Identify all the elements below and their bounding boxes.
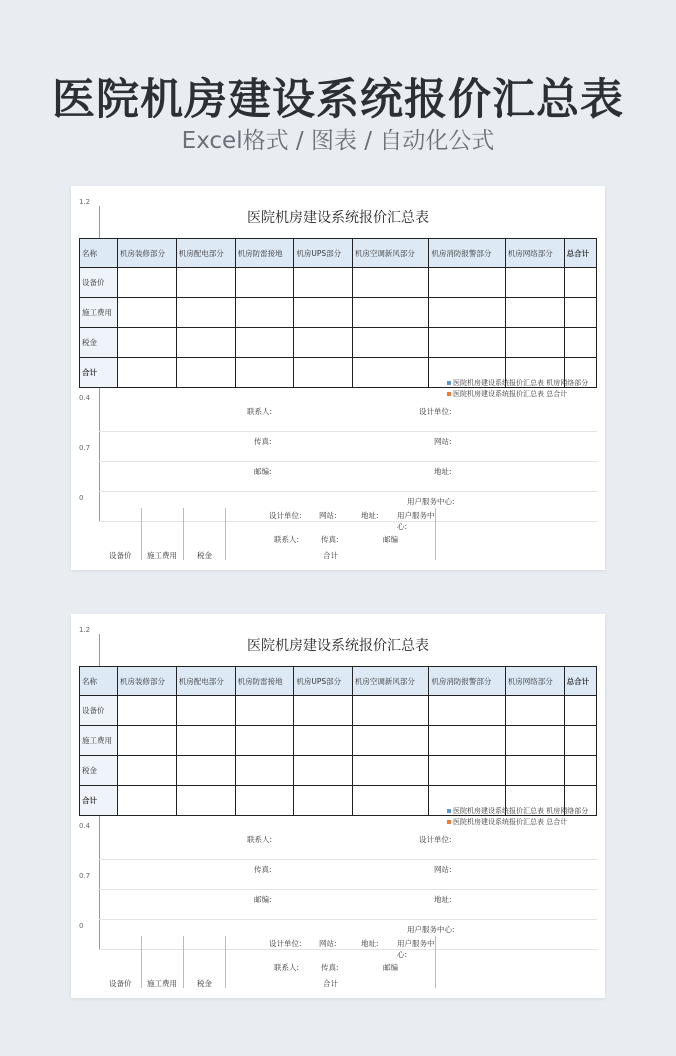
row-label[interactable]: 施工费用: [80, 726, 118, 756]
legend-item: 医院机房建设系统报价汇总表 机房网络部分: [447, 378, 588, 389]
table-cell[interactable]: [352, 696, 428, 726]
table-cell[interactable]: [294, 786, 353, 816]
table-cell[interactable]: [294, 358, 353, 388]
table-cell[interactable]: [352, 358, 428, 388]
category-label: 合计: [323, 551, 338, 560]
service-center-label: 用户服务中心:: [407, 925, 455, 934]
header-cell[interactable]: 机房配电部分: [176, 667, 235, 696]
header-cell[interactable]: 机房装修部分: [118, 239, 177, 268]
table-cell[interactable]: [294, 726, 353, 756]
table-cell[interactable]: [429, 756, 505, 786]
bottom-design-unit: 设计单位:: [269, 939, 302, 948]
table-cell[interactable]: [505, 696, 564, 726]
table-cell[interactable]: [235, 268, 294, 298]
table-row: [80, 756, 597, 786]
bottom-email: 邮编: [383, 963, 398, 972]
table-cell[interactable]: [176, 696, 235, 726]
contact-section: [99, 402, 597, 522]
fax-label: 传真:: [254, 437, 272, 446]
header-cell[interactable]: 机房空调新风部分: [352, 239, 428, 268]
table-cell[interactable]: [352, 786, 428, 816]
website-label: 网站:: [434, 437, 452, 446]
table-cell[interactable]: [235, 358, 294, 388]
contact-row: [99, 432, 597, 462]
y-tick: 0: [79, 922, 84, 930]
bottom-service-center: 用户服务中心:: [397, 939, 435, 959]
table-cell[interactable]: [564, 328, 596, 358]
email-label: 邮编:: [254, 467, 272, 476]
row-label[interactable]: 合计: [80, 358, 118, 388]
bottom-address: 地址:: [361, 939, 379, 948]
table-cell[interactable]: [176, 756, 235, 786]
table-cell[interactable]: [505, 298, 564, 328]
service-center-label: 用户服务中心:: [407, 497, 455, 506]
price-table: [79, 238, 597, 388]
row-label[interactable]: 设备价: [80, 696, 118, 726]
category-label: 设备价: [109, 551, 132, 560]
header-cell[interactable]: 机房空调新风部分: [352, 667, 428, 696]
header-cell[interactable]: 机房防雷接地: [235, 667, 294, 696]
table-cell[interactable]: [294, 756, 353, 786]
table-cell[interactable]: [118, 696, 177, 726]
design-unit-label: 设计单位:: [419, 835, 452, 844]
contact-person-label: 联系人:: [247, 407, 273, 416]
contact-row: [99, 890, 597, 920]
table-row: [80, 268, 597, 298]
row-label[interactable]: 税金: [80, 756, 118, 786]
category-label: 税金: [197, 551, 212, 560]
hero-title: 医院机房建设系统报价汇总表: [52, 75, 624, 125]
bottom-fax: 传真:: [321, 535, 339, 544]
table-header-row: [80, 667, 597, 696]
table-cell[interactable]: [505, 726, 564, 756]
table-cell[interactable]: [176, 328, 235, 358]
table-cell[interactable]: [176, 298, 235, 328]
table-cell[interactable]: [352, 756, 428, 786]
category-label: 合计: [323, 979, 338, 988]
chart-legend: [447, 378, 588, 400]
table-cell[interactable]: [564, 268, 596, 298]
row-label[interactable]: 设备价: [80, 268, 118, 298]
address-label: 地址:: [434, 895, 452, 904]
table-cell[interactable]: [118, 268, 177, 298]
address-label: 地址:: [434, 467, 452, 476]
sheet-preview-2: [71, 614, 605, 998]
spreadsheet: [79, 626, 597, 988]
table-cell[interactable]: [564, 756, 596, 786]
email-label: 邮编:: [254, 895, 272, 904]
bottom-website: 网站:: [319, 939, 337, 948]
table-cell[interactable]: [118, 358, 177, 388]
bottom-fax: 传真:: [321, 963, 339, 972]
contact-person-label: 联系人:: [247, 835, 273, 844]
table-cell[interactable]: [505, 756, 564, 786]
bottom-service-center: 用户服务中心:: [397, 511, 435, 531]
chart-bottom-area: [99, 936, 597, 988]
header-cell[interactable]: 机房消防报警部分: [429, 239, 505, 268]
category-label: 施工费用: [147, 551, 177, 560]
contact-row: [99, 860, 597, 890]
legend-item: 医院机房建设系统报价汇总表 总合计: [447, 817, 588, 828]
y-tick: 1.2: [79, 626, 91, 634]
header-cell[interactable]: 总合计: [564, 667, 596, 696]
bottom-website: 网站:: [319, 511, 337, 520]
y-tick: 0.4: [79, 394, 91, 402]
category-label: 设备价: [109, 979, 132, 988]
table-row: [80, 696, 597, 726]
table-cell[interactable]: [118, 298, 177, 328]
table-cell[interactable]: [564, 298, 596, 328]
header-cell[interactable]: 机房网络部分: [505, 667, 564, 696]
header-cell[interactable]: 机房消防报警部分: [429, 667, 505, 696]
table-cell[interactable]: [235, 696, 294, 726]
row-label[interactable]: 税金: [80, 328, 118, 358]
table-cell[interactable]: [294, 268, 353, 298]
bottom-contact-person: 联系人:: [274, 963, 300, 972]
y-tick: 0.7: [79, 444, 91, 452]
spreadsheet: [79, 198, 597, 560]
contact-row: [99, 462, 597, 492]
table-cell[interactable]: [429, 696, 505, 726]
table-row: [80, 328, 597, 358]
header-cell[interactable]: 机房防雷接地: [235, 239, 294, 268]
hero-subtitle: Excel格式 / 图表 / 自动化公式: [181, 128, 495, 154]
fax-label: 传真:: [254, 865, 272, 874]
table-cell[interactable]: [235, 726, 294, 756]
sheet-title: 医院机房建设系统报价汇总表: [247, 638, 429, 654]
table-cell[interactable]: [352, 328, 428, 358]
header-cell[interactable]: 机房网络部分: [505, 239, 564, 268]
price-table: [79, 666, 597, 816]
sheet-title: 医院机房建设系统报价汇总表: [247, 210, 429, 226]
chart-legend: [447, 806, 588, 828]
table-cell[interactable]: [429, 726, 505, 756]
y-tick: 0: [79, 494, 84, 502]
bottom-design-unit: 设计单位:: [269, 511, 302, 520]
table-cell[interactable]: [176, 726, 235, 756]
table-cell[interactable]: [564, 696, 596, 726]
table-cell[interactable]: [294, 328, 353, 358]
table-cell[interactable]: [176, 268, 235, 298]
header-cell[interactable]: 名称: [80, 667, 118, 696]
header-cell[interactable]: 机房UPS部分: [294, 239, 353, 268]
bottom-email: 邮编: [383, 535, 398, 544]
header-cell[interactable]: 机房装修部分: [118, 667, 177, 696]
legend-item: 医院机房建设系统报价汇总表 总合计: [447, 389, 588, 400]
category-label: 施工费用: [147, 979, 177, 988]
table-header-row: [80, 239, 597, 268]
chart-bottom-area: [99, 508, 597, 560]
contact-section: [99, 830, 597, 950]
design-unit-label: 设计单位:: [419, 407, 452, 416]
website-label: 网站:: [434, 865, 452, 874]
contact-row: [99, 402, 597, 432]
header-cell[interactable]: 机房UPS部分: [294, 667, 353, 696]
table-cell[interactable]: [352, 268, 428, 298]
table-cell[interactable]: [235, 756, 294, 786]
header-cell[interactable]: 总合计: [564, 239, 596, 268]
y-tick: 0.4: [79, 822, 91, 830]
table-cell[interactable]: [429, 328, 505, 358]
bottom-address: 地址:: [361, 511, 379, 520]
table-cell[interactable]: [564, 726, 596, 756]
table-cell[interactable]: [294, 696, 353, 726]
table-cell[interactable]: [429, 268, 505, 298]
table-cell[interactable]: [429, 298, 505, 328]
table-cell[interactable]: [176, 358, 235, 388]
legend-item: 医院机房建设系统报价汇总表 机房网络部分: [447, 806, 588, 817]
table-cell[interactable]: [352, 298, 428, 328]
table-cell[interactable]: [505, 268, 564, 298]
y-tick: 0.7: [79, 872, 91, 880]
table-cell[interactable]: [118, 328, 177, 358]
table-row: [80, 726, 597, 756]
sheet-preview-1: [71, 186, 605, 570]
bottom-contact-person: 联系人:: [274, 535, 300, 544]
table-cell[interactable]: [118, 786, 177, 816]
header-cell[interactable]: 机房配电部分: [176, 239, 235, 268]
table-cell[interactable]: [235, 298, 294, 328]
table-cell[interactable]: [352, 726, 428, 756]
table-cell[interactable]: [118, 726, 177, 756]
row-label[interactable]: 合计: [80, 786, 118, 816]
table-cell[interactable]: [235, 786, 294, 816]
row-label[interactable]: 施工费用: [80, 298, 118, 328]
table-cell[interactable]: [505, 328, 564, 358]
table-row: [80, 298, 597, 328]
table-cell[interactable]: [118, 756, 177, 786]
table-cell[interactable]: [176, 786, 235, 816]
header-cell[interactable]: 名称: [80, 239, 118, 268]
table-cell[interactable]: [235, 328, 294, 358]
y-tick: 1.2: [79, 198, 91, 206]
table-cell[interactable]: [294, 298, 353, 328]
contact-row: [99, 830, 597, 860]
category-label: 税金: [197, 979, 212, 988]
